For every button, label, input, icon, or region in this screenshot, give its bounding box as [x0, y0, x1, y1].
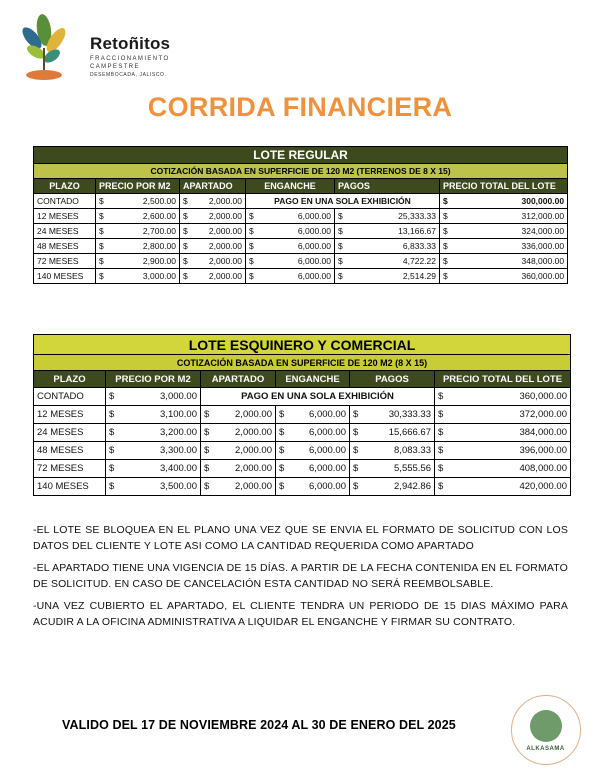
- corner-subheading: COTIZACIÓN BASADA EN SUPERFICIE DE 120 M2 (8 X 15): [34, 355, 571, 371]
- single-payment-note: PAGO EN UNA SOLA EXHIBICIÓN: [201, 388, 435, 406]
- table-row: 24 MESES $ 3,200.00 $ 2,000.00 $ 6,000.00 $ 15,666.67 $ 384,000.00: [34, 424, 571, 442]
- column-header: PRECIO TOTAL DEL LOTE: [440, 179, 568, 194]
- corner-lot-table: [33, 334, 571, 496]
- regular-lot-table: [33, 146, 568, 284]
- column-header: ENGANCHE: [276, 371, 350, 388]
- table-row: 48 MESES $ 2,800.00 $ 2,000.00 $ 6,000.00 $ 6,833.33 $ 336,000.00: [34, 239, 568, 254]
- table-row: 72 MESES $ 3,400.00 $ 2,000.00 $ 6,000.00 $ 5,555.56 $ 408,000.00: [34, 460, 571, 478]
- table-row: CONTADO $ 3,000.00 PAGO EN UNA SOLA EXHIBICIÓN $ 360,000.00: [34, 388, 571, 406]
- note-item: -UNA VEZ CUBIERTO EL APARTADO, EL CLIENTE TENDRA UN PERIODO DE 15 DIAS MÁXIMO PARA ACUDIR A LA OFICINA ADMINISTRATIVA A LIQUIDAR EL ENGANCHE Y FIRMAR SU CONTRATO.: [33, 600, 568, 628]
- column-header: PLAZO: [34, 371, 106, 388]
- table-row: 12 MESES $ 2,600.00 $ 2,000.00 $ 6,000.00 $ 25,333.33 $ 312,000.00: [34, 209, 568, 224]
- table-row: 72 MESES $ 2,900.00 $ 2,000.00 $ 6,000.00 $ 4,722.22 $ 348,000.00: [34, 254, 568, 269]
- brand-location: DESEMBOCADA, JALISCO.: [90, 72, 167, 78]
- corner-heading: LOTE ESQUINERO Y COMERCIAL: [34, 335, 571, 355]
- brand-logo: [14, 8, 184, 82]
- column-header: APARTADO: [180, 179, 246, 194]
- validity-period: VALIDO DEL 17 DE NOVIEMBRE 2024 AL 30 DE ENERO DEL 2025: [62, 718, 456, 732]
- table-row: 24 MESES $ 2,700.00 $ 2,000.00 $ 6,000.00 $ 13,166.67 $ 324,000.00: [34, 224, 568, 239]
- note-item: -EL LOTE SE BLOQUEA EN EL PLANO UNA VEZ QUE SE ENVIA EL FORMATO DE SOLICITUD CON LOS DATOS DEL CLIENTE Y LOTE ASI COMO LA CANTIDAD REQUERIDA COMO APARTADO: [33, 524, 568, 552]
- table-row: 140 MESES $ 3,500.00 $ 2,000.00 $ 6,000.00 $ 2,942.86 $ 420,000.00: [34, 478, 571, 496]
- column-header: PRECIO POR M2: [106, 371, 201, 388]
- table-row: 12 MESES $ 3,100.00 $ 2,000.00 $ 6,000.00 $ 30,333.33 $ 372,000.00: [34, 406, 571, 424]
- table-row: 140 MESES $ 3,000.00 $ 2,000.00 $ 6,000.00 $ 2,514.29 $ 360,000.00: [34, 269, 568, 284]
- column-header: PAGOS: [350, 371, 435, 388]
- page-title: CORRIDA FINANCIERA: [147, 92, 453, 122]
- column-header: PRECIO TOTAL DEL LOTE: [435, 371, 571, 388]
- table-row: 48 MESES $ 3,300.00 $ 2,000.00 $ 6,000.00 $ 8,083.33 $ 396,000.00: [34, 442, 571, 460]
- table-row: CONTADO $ 2,500.00 $ 2,000.00 PAGO EN UNA SOLA EXHIBICIÓN $ 300,000.00: [34, 194, 568, 209]
- table-header: [34, 179, 568, 194]
- column-header: PLAZO: [34, 179, 96, 194]
- regular-subheading: COTIZACIÓN BASADA EN SUPERFICIE DE 120 M2 (TERRENOS DE 8 X 15): [34, 164, 568, 179]
- terms-notes: [33, 523, 568, 637]
- note-item: -EL APARTADO TIENE UNA VIGENCIA DE 15 DÍAS. A PARTIR DE LA FECHA CONTENIDA EN EL FORMATO DE SOLICITUD. EN CASO DE CANCELACIÓN ESTA CANTIDAD NO SERÁ REEMBOLSABLE.: [33, 562, 568, 590]
- alkasama-seal-icon: [511, 695, 581, 765]
- regular-heading: LOTE REGULAR: [34, 147, 568, 164]
- column-header: PRECIO POR M2: [96, 179, 180, 194]
- single-payment-note: PAGO EN UNA SOLA EXHIBICIÓN: [246, 194, 440, 209]
- leaf-logo-icon: [14, 8, 74, 82]
- column-header: APARTADO: [201, 371, 276, 388]
- seal-label: ALKASAMA: [526, 746, 565, 752]
- column-header: PAGOS: [335, 179, 440, 194]
- table-header: [34, 371, 571, 388]
- brand-name: Retoñitos: [90, 34, 171, 53]
- brand-subtitle: FRACCIONAMIENTO CAMPESTRE: [90, 56, 170, 70]
- column-header: ENGANCHE: [246, 179, 335, 194]
- tree-icon: [530, 710, 562, 742]
